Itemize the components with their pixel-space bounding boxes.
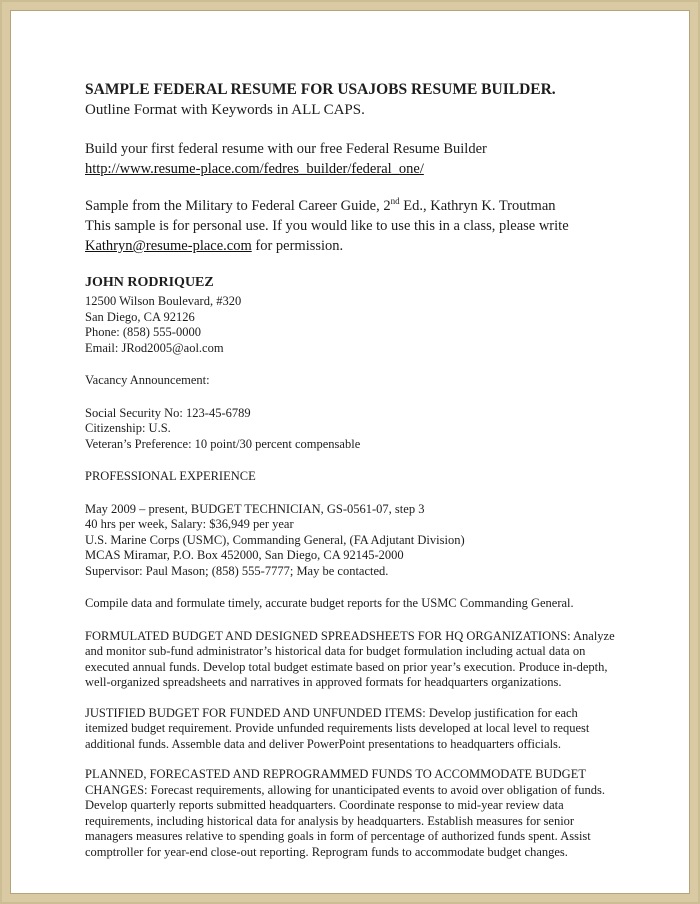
detail-citizenship: Citizenship: U.S. xyxy=(85,421,171,435)
resume-page xyxy=(10,10,690,894)
builder-promo xyxy=(85,139,621,179)
job-line-hours-salary: 40 hrs per week, Salary: $36,949 per year xyxy=(85,517,294,531)
source-note xyxy=(85,196,621,256)
job-line-employer: U.S. Marine Corps (USMC), Commanding General, (FA Adjutant Division) xyxy=(85,532,465,547)
permission-text: for permission. xyxy=(251,238,344,254)
job-line-dates-title: May 2009 – present, BUDGET TECHNICIAN, GS-0561-07, step 3 xyxy=(85,501,425,516)
job-line-supervisor: Supervisor: Paul Mason; (858) 555-7777; May be contacted. xyxy=(85,563,389,578)
ordinal-suffix: nd xyxy=(390,196,400,207)
candidate-name: JOHN RODRIQUEZ xyxy=(85,275,214,290)
email-line: Email: JRod2005@aol.com xyxy=(85,340,224,355)
document-subtitle: Outline Format with Keywords in ALL CAPS. xyxy=(85,102,365,118)
experience-paragraph-planned-forecasted: PLANNED, FORECASTED AND REPROGRAMMED FUNDS TO ACCOMMODATE BUDGET CHANGES: Forecast requirements, allowing for unanticipated events to avoid over obligation of funds. Develop quarterly reports submitted headquarters. Coordinate response to mid-year review data requirements, including historical data for analysis by headquarters. Establish measures for senior managers measures relative to spending goals in form of percentage of authorized funds spent. Assist comptroller for year-end close-out reporting. Reprogram funds to accommodate budget changes. xyxy=(85,767,606,859)
document-title: SAMPLE FEDERAL RESUME FOR USAJOBS RESUME BUILDER. xyxy=(85,81,556,98)
source-line-3 xyxy=(85,236,621,256)
contact-block xyxy=(85,273,621,356)
job-summary-block xyxy=(85,596,621,612)
vacancy-block xyxy=(85,373,621,389)
builder-link[interactable]: http://www.resume-place.com/fedres_builder/federal_one/ xyxy=(85,161,424,177)
vacancy-label: Vacancy Announcement: xyxy=(85,373,210,387)
source-guide-text: Sample from the Military to Federal Career Guide, 2 xyxy=(85,198,391,214)
address-line-1: 12500 Wilson Boulevard, #320 xyxy=(85,294,242,308)
header-block xyxy=(85,79,621,121)
experience-paragraph-formulated-budget: FORMULATED BUDGET AND DESIGNED SPREADSHEETS FOR HQ ORGANIZATIONS: Analyze and monitor sub-fund administrator’s historical data for budget formulation including actual data on executed annual funds. Develop total budget estimate based on prior year’s execution. Produce in-depth, well-organized spreadsheets and narratives in approved formats for headquarters organizations. xyxy=(85,628,615,689)
details-block xyxy=(85,406,621,453)
email-link[interactable]: Kathryn@resume-place.com xyxy=(85,238,252,254)
experience-paragraph-justified-budget: JUSTIFIED BUDGET FOR FUNDED AND UNFUNDED ITEMS: Develop justification for each itemized budget requirement. Provide unfunded requirements lists developed at local level to request additional funds. Assemble data and deliver PowerPoint presentations to headquarters officials. xyxy=(85,705,590,751)
detail-veterans-preference: Veteran’s Preference: 10 point/30 percent compensable xyxy=(85,436,361,451)
job-summary: Compile data and formulate timely, accurate budget reports for the USMC Commanding General. xyxy=(85,596,574,610)
address-line-2: San Diego, CA 92126 xyxy=(85,309,195,324)
source-line-1 xyxy=(85,196,621,216)
section-heading-professional-experience: PROFESSIONAL EXPERIENCE xyxy=(85,469,256,483)
phone-line: Phone: (858) 555-0000 xyxy=(85,325,201,339)
builder-promo-text: Build your first federal resume with our free Federal Resume Builder xyxy=(85,141,487,157)
detail-ssn: Social Security No: 123-45-6789 xyxy=(85,405,251,420)
source-line-2: This sample is for personal use. If you would like to use this in a class, please write xyxy=(85,218,569,234)
job-header-block xyxy=(85,502,621,580)
source-guide-author: Ed., Kathryn K. Troutman xyxy=(399,198,556,214)
job-line-location: MCAS Miramar, P.O. Box 452000, San Diego, CA 92145-2000 xyxy=(85,548,404,562)
experience-section xyxy=(85,469,621,485)
